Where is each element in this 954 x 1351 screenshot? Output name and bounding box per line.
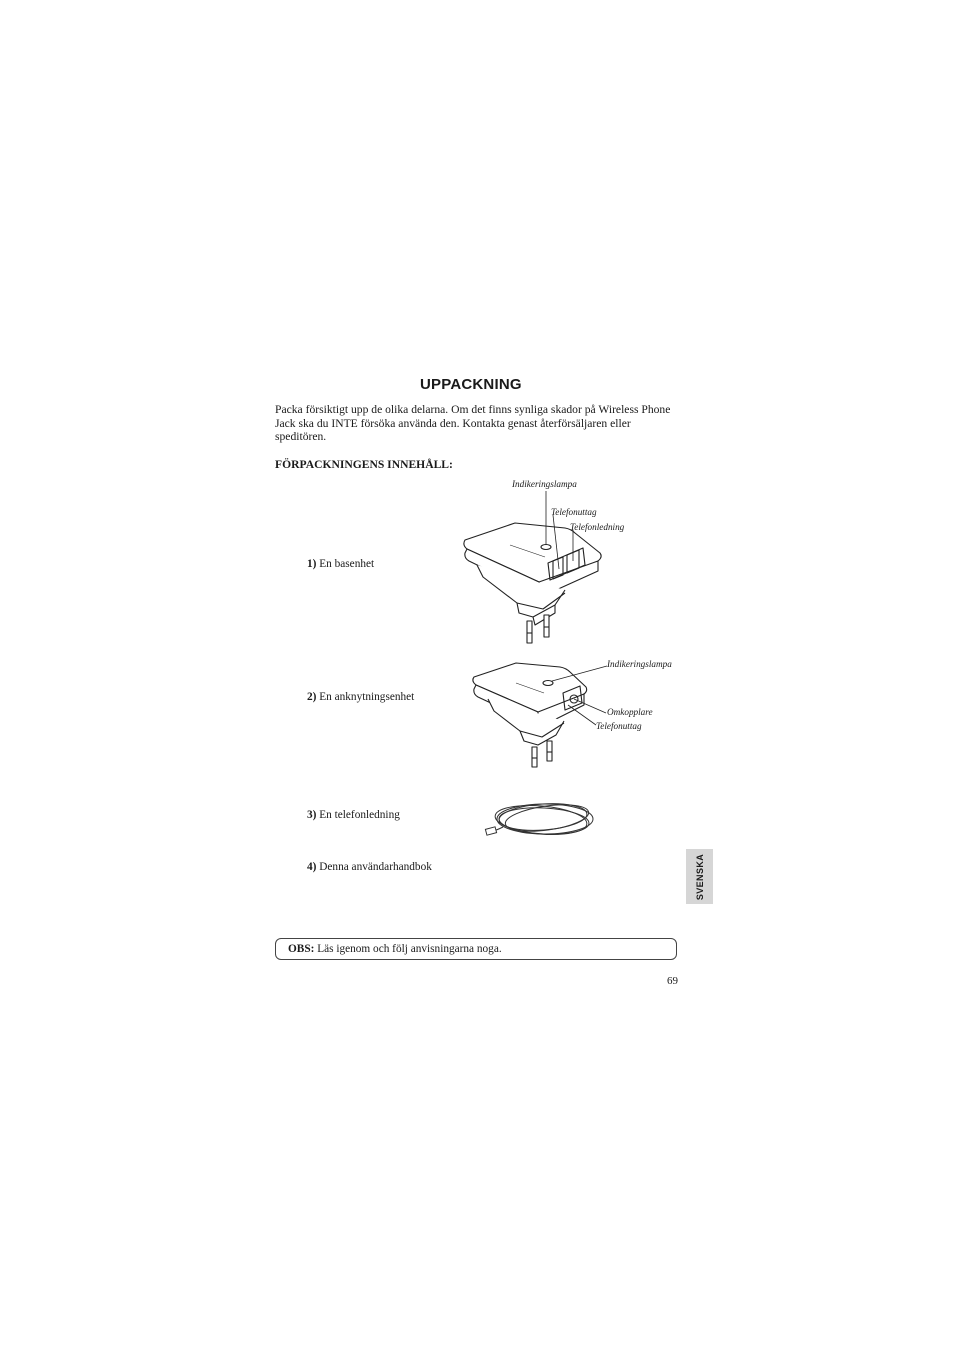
item-number: 2) <box>307 691 317 703</box>
item-label: Denna användarhandbok <box>319 861 432 873</box>
list-item <box>307 558 374 570</box>
item-label: En anknytningsenhet <box>319 691 415 703</box>
item-label: En basenhet <box>319 558 375 570</box>
callout-jack-extension: Telefonuttag <box>596 721 642 731</box>
intro-paragraph: Packa försiktigt upp de olika delarna. Om det finns synliga skador på Wireless Phone Jack ska du INTE försöka använda den. Kontakta genast återförsäljaren eller speditören. <box>275 403 671 444</box>
note-box <box>275 938 677 960</box>
note-label: OBS: <box>288 943 315 955</box>
callout-indicator-base: Indikeringslampa <box>512 479 577 489</box>
extension-unit-illustration <box>468 655 628 775</box>
callout-cord-base: Telefonledning <box>570 522 625 532</box>
contents-heading: FÖRPACKNINGENS INNEHÅLL: <box>275 458 453 471</box>
list-item <box>307 861 432 873</box>
language-tab-label: SVENSKA <box>694 853 705 900</box>
item-label: En telefonledning <box>319 809 400 821</box>
callout-jack-base: Telefonuttag <box>551 507 597 517</box>
telephone-cord-illustration <box>483 797 598 842</box>
language-tab <box>686 849 713 904</box>
base-unit-illustration <box>455 485 615 655</box>
list-item <box>307 809 400 821</box>
callout-indicator-extension: Indikeringslampa <box>607 659 672 669</box>
item-number: 1) <box>307 558 317 570</box>
callout-switch-extension: Omkopplare <box>607 707 653 717</box>
page-number: 69 <box>667 975 678 987</box>
list-item <box>307 691 414 703</box>
item-number: 3) <box>307 809 317 821</box>
note-text: Läs igenom och följ anvisningarna noga. <box>317 943 502 955</box>
page-title: UPPACKNING <box>420 376 522 393</box>
item-number: 4) <box>307 861 317 873</box>
